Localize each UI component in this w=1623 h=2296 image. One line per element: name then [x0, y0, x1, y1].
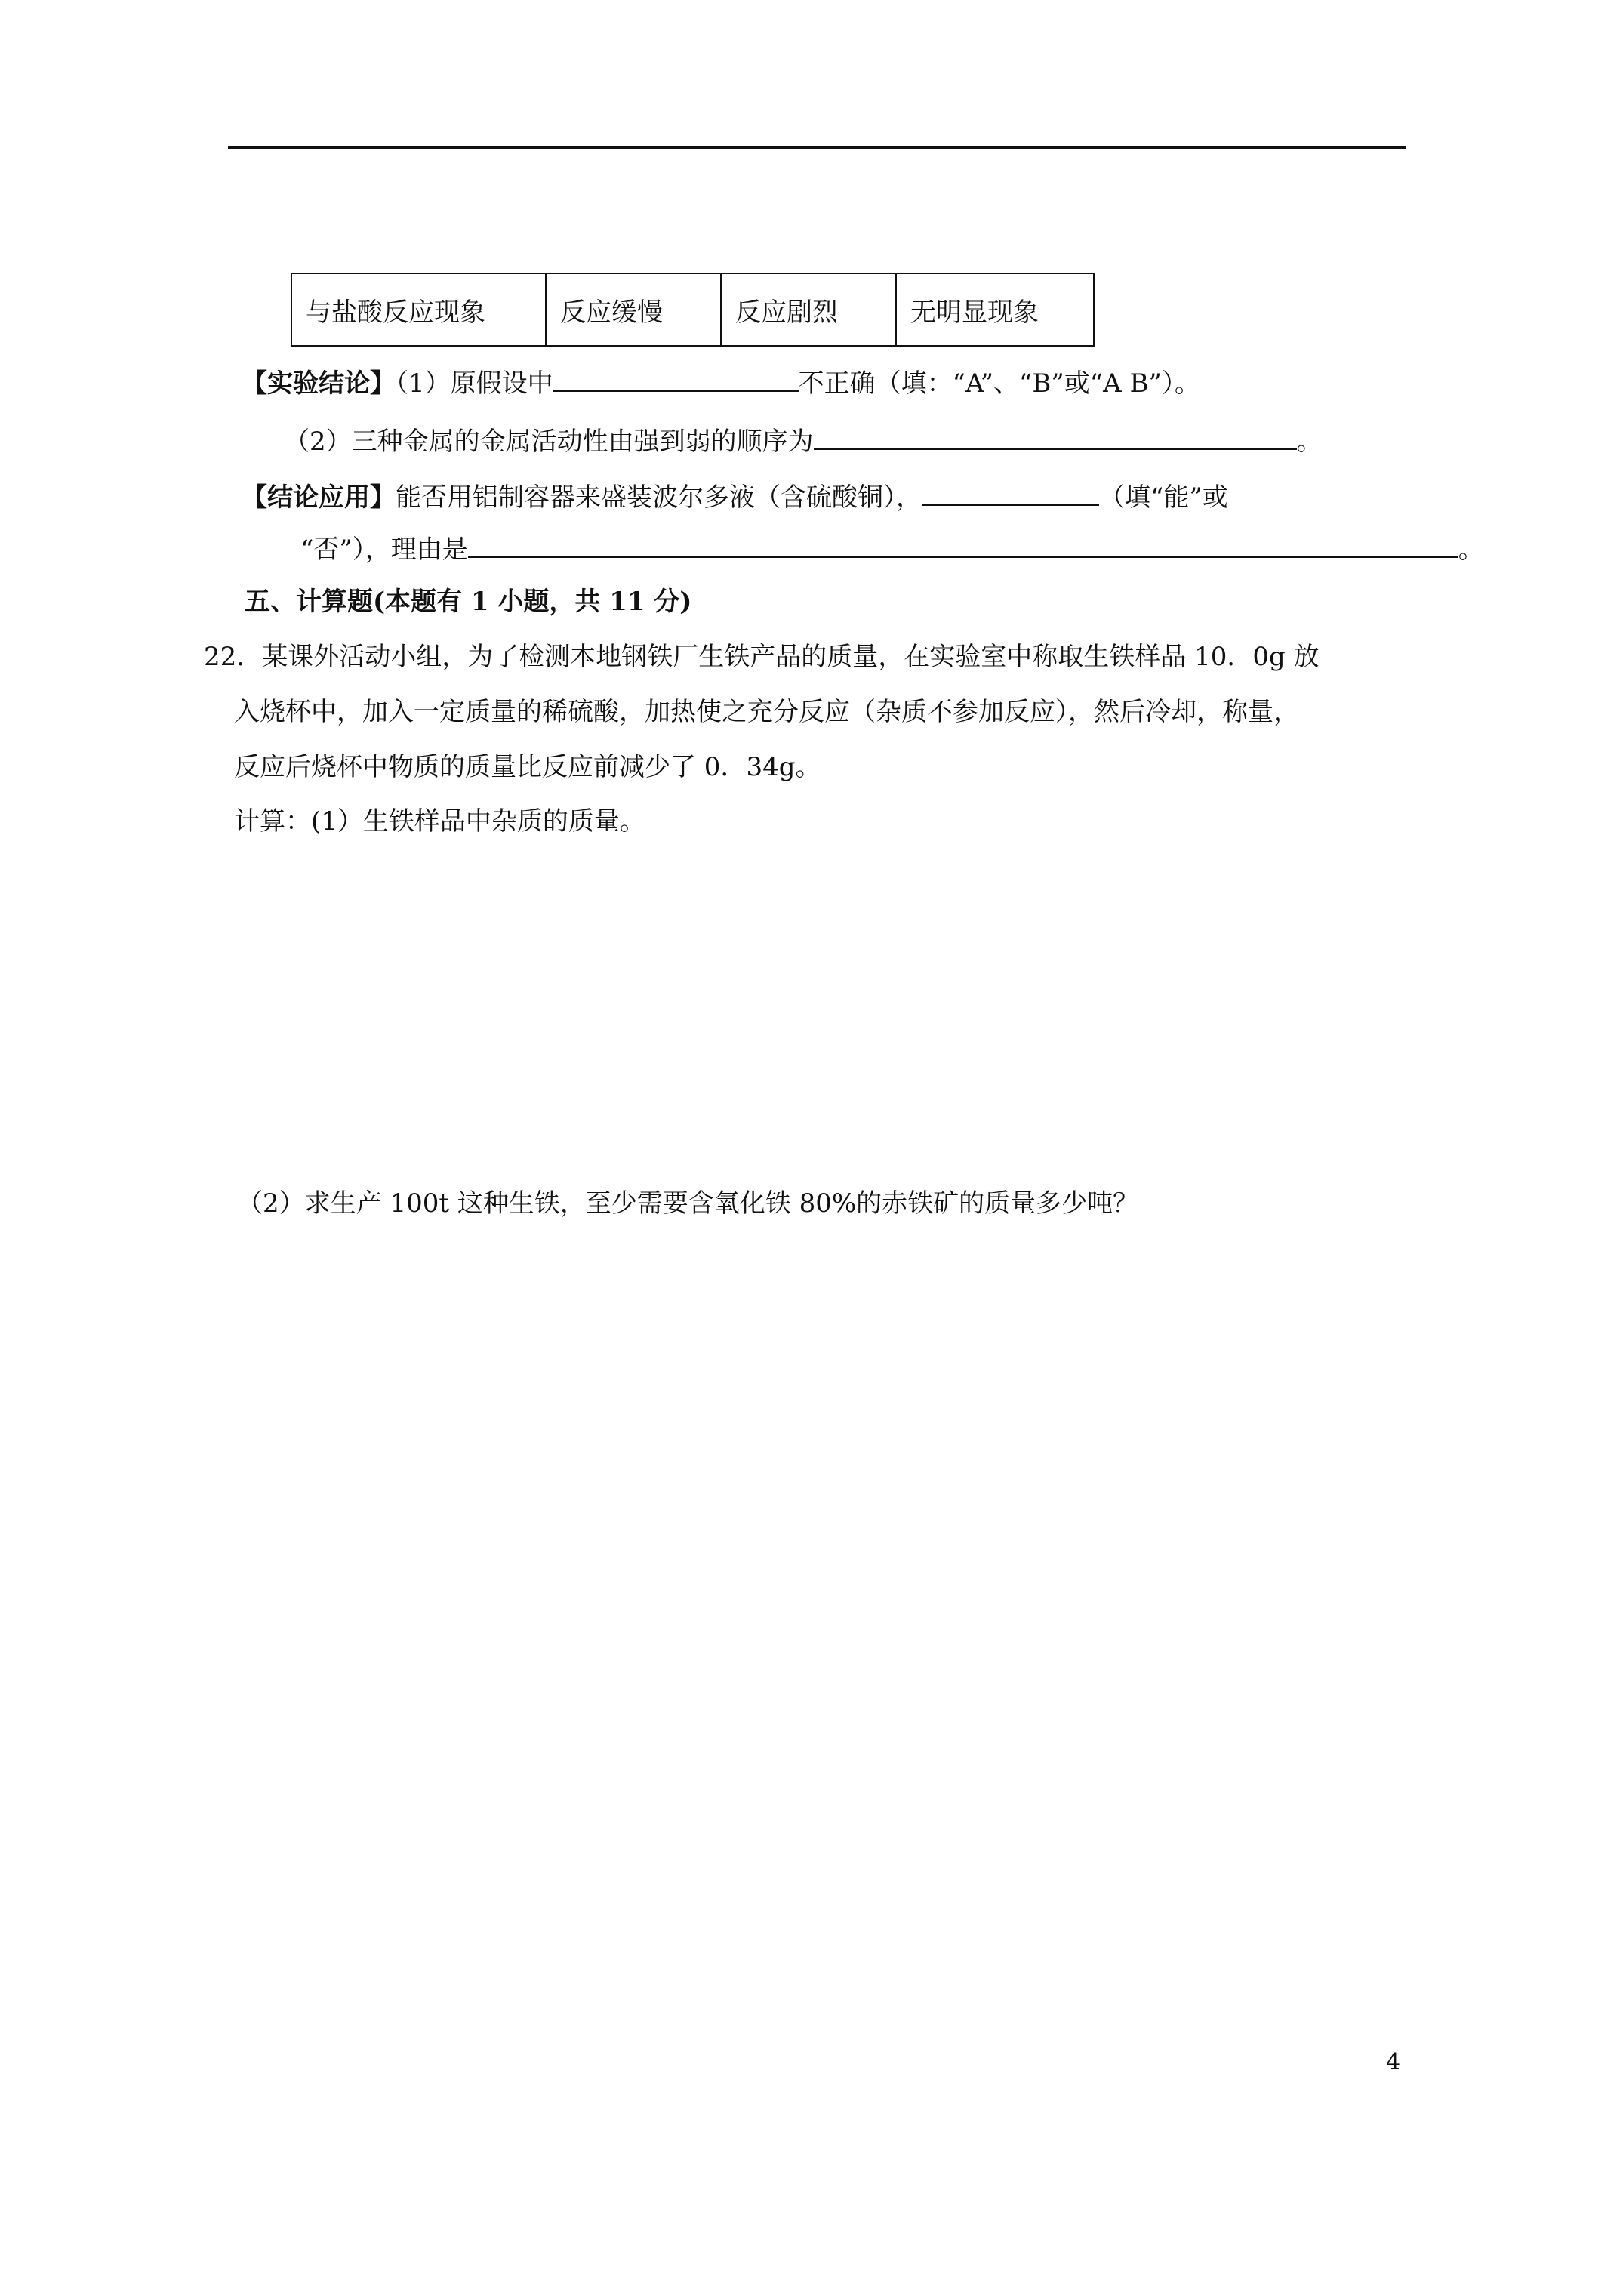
application-heading: 【结论应用】 [242, 482, 396, 513]
application-line1 [242, 479, 1228, 514]
problem-line-2: 入烧杯中，加入一定质量的稀硫酸，加热使之充分反应（杂质不参加反应），然后冷却，称量， [234, 697, 1299, 727]
answer-blank[interactable] [553, 365, 799, 392]
conclusion-q1-prefix: （1）原假设中 [396, 368, 553, 399]
section-title: 五、计算题(本题有 1 小题，共 11 分) [245, 587, 692, 617]
problem-question-1: 计算：(1）生铁样品中杂质的质量。 [234, 806, 645, 837]
answer-blank[interactable] [814, 423, 1297, 450]
page-number: 4 [1386, 2049, 1401, 2076]
application-line2-prefix: “否”），理由是 [300, 535, 468, 565]
conclusion-q2-suffix: 。 [1296, 427, 1323, 457]
answer-blank[interactable] [468, 531, 1458, 558]
conclusion-q1-suffix: 不正确（填：“A”、“B”或“A B”）。 [798, 368, 1200, 399]
table-cell: 反应缓慢 [546, 273, 721, 346]
table-cell: 无明显现象 [896, 273, 1094, 346]
conclusion-q1 [242, 365, 1200, 400]
table-cell: 反应剧烈 [721, 273, 896, 346]
header-rule [228, 146, 1406, 149]
application-suffix: （填“能”或 [1099, 482, 1228, 513]
table-row [291, 273, 1094, 346]
conclusion-q2-prefix: （2）三种金属的金属活动性由强到弱的顺序为 [284, 427, 814, 457]
conclusion-q2 [284, 423, 1323, 458]
problem-line-3: 反应后烧杯中物质的质量比反应前减少了 0．34g。 [234, 752, 821, 782]
conclusion-heading: 【实验结论】 [242, 368, 396, 399]
application-line2 [300, 531, 1484, 566]
table-cell-header: 与盐酸反应现象 [291, 273, 546, 346]
observation-table [291, 273, 1095, 347]
application-prefix: 能否用铝制容器来盛装波尔多液（含硫酸铜）， [396, 482, 922, 513]
problem-question-2: （2）求生产 100t 这种生铁，至少需要含氧化铁 80%的赤铁矿的质量多少吨？ [237, 1188, 1139, 1219]
application-line2-suffix: 。 [1458, 535, 1484, 565]
problem-line-1: 22．某课外活动小组，为了检测本地钢铁厂生铁产品的质量，在实验室中称取生铁样品 10．0g 放 [204, 642, 1320, 672]
answer-blank[interactable] [922, 479, 1099, 506]
